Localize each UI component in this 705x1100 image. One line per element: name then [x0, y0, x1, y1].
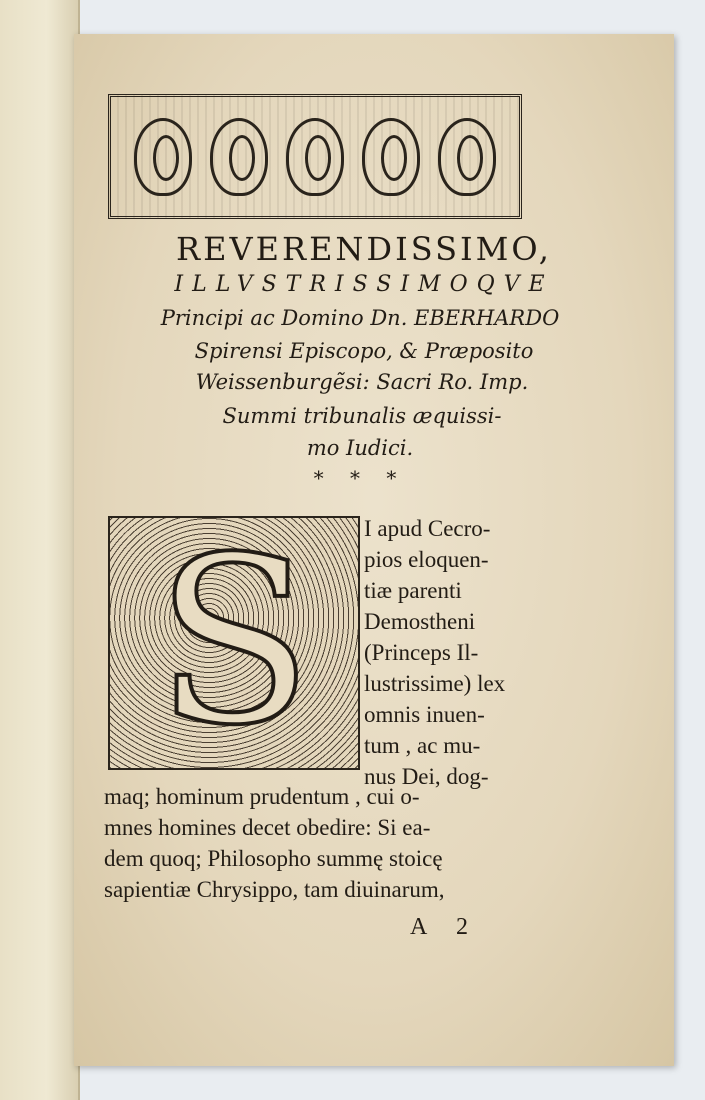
text-line: sapientiæ Chrysippo, tam diuinarum,	[104, 877, 445, 902]
ornamental-headpiece	[108, 94, 522, 219]
text-line: mnes homines decet obedire: Si ea-	[104, 815, 431, 840]
text-line: (Princeps Il-	[364, 640, 479, 665]
ornament-icon	[286, 118, 344, 196]
ornament-icon	[134, 118, 192, 196]
text-line: nus Dei, dog-	[364, 764, 489, 789]
dedication-line: mo Iudici.	[306, 436, 414, 460]
text-line: I apud Cecro-	[364, 516, 491, 541]
dedication-line: Weissenburgẽsi: Sacri Ro. Imp.	[195, 370, 529, 394]
asterism: * * *	[313, 466, 407, 490]
dedication-subtitle: ILLVSTRISSIMOQVE	[174, 272, 554, 297]
text-line: dem quoq; Philosopho summę stoicę	[104, 846, 443, 871]
text-line: lustrissime) lex	[364, 671, 506, 696]
text-line: omnis inuen-	[364, 702, 485, 727]
ornament-icon	[438, 118, 496, 196]
book-page	[74, 34, 674, 1066]
text-line: tum , ac mu-	[364, 733, 481, 758]
text-line: Demostheni	[364, 609, 476, 634]
text-line: tiæ parenti	[364, 578, 462, 603]
initial-letter: S	[155, 509, 313, 776]
dedication-line: Summi tribunalis æquissi-	[222, 404, 502, 428]
text-line: pios eloquen-	[364, 547, 489, 572]
ornament-icon	[362, 118, 420, 196]
dedication-title: REVERENDISSIMO,	[176, 230, 552, 268]
facing-page-edge	[0, 0, 80, 1100]
ornament-icon	[210, 118, 268, 196]
dedication-line: Spirensi Episcopo, & Præposito	[194, 339, 534, 363]
dedication-line: Principi ac Domino Dn. EBERHARDO	[160, 306, 560, 330]
text-line: maq; hominum prudentum , cui o-	[104, 784, 420, 809]
decorated-initial	[108, 509, 360, 776]
signature-mark: A 2	[410, 914, 481, 940]
